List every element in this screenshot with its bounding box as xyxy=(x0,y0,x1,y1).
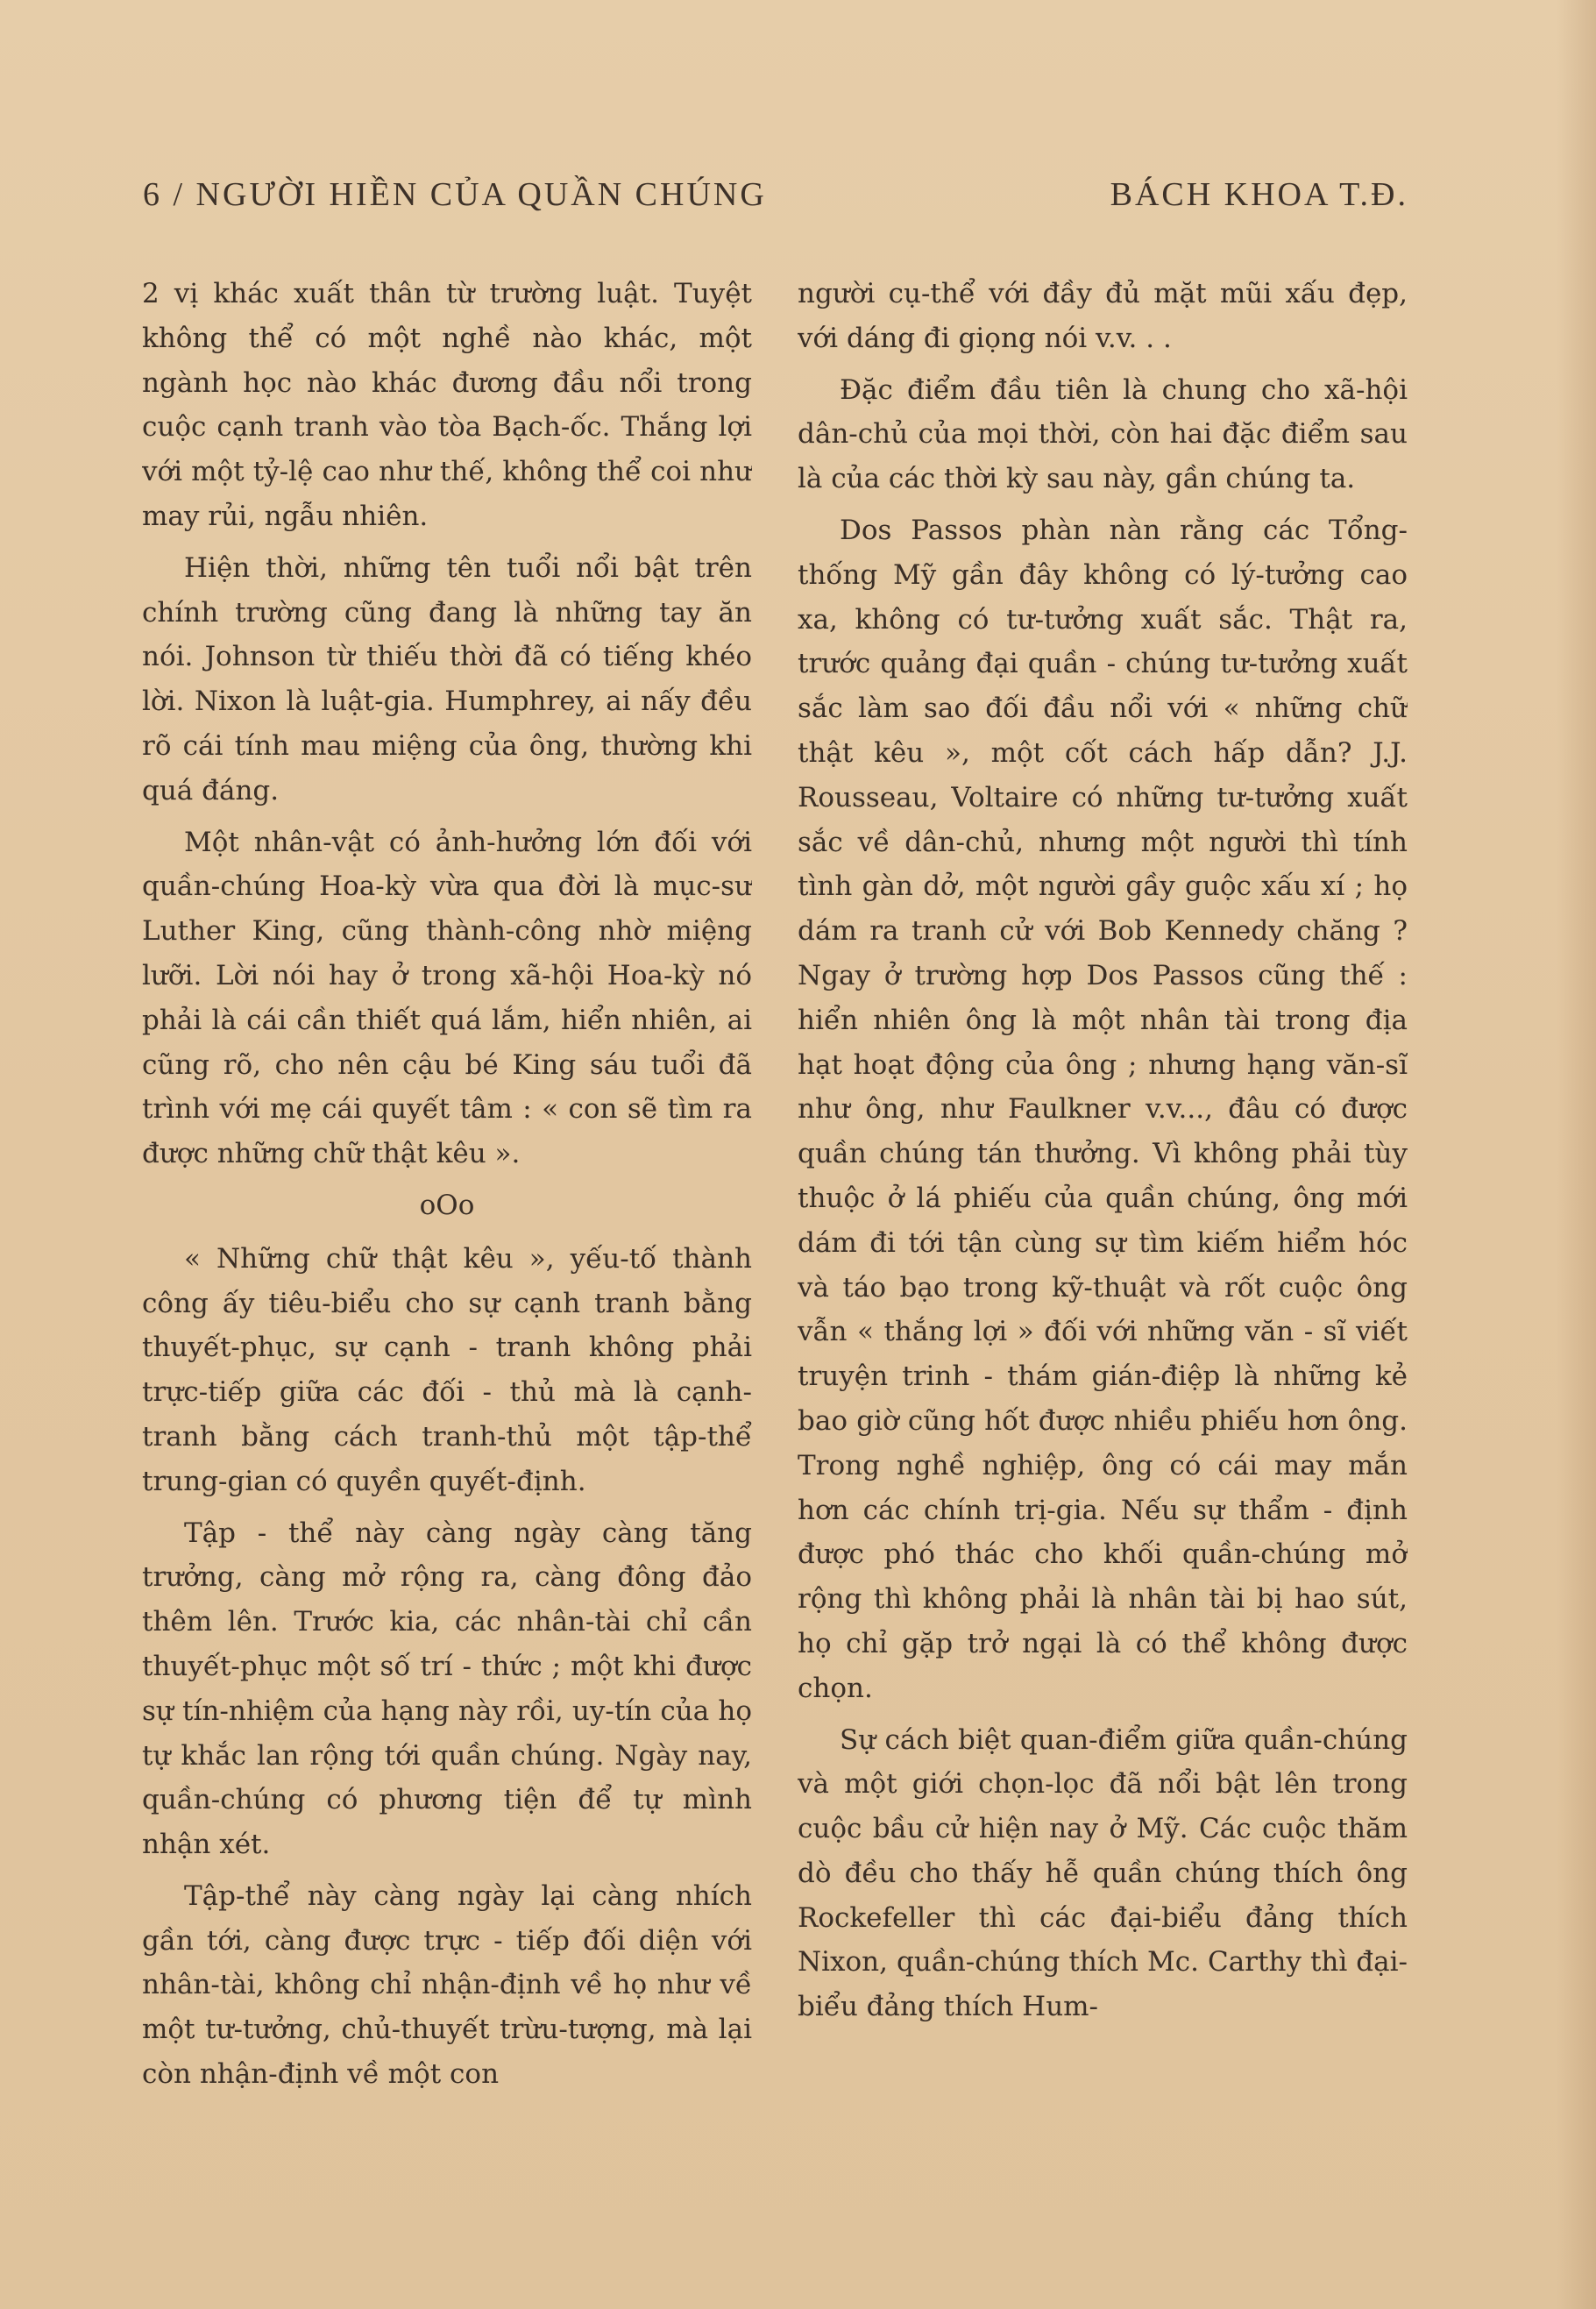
paragraph: Tập-thể này càng ngày lại càng nhích gần tới, càng được trực - tiếp đối diện với nhân-tài, không chỉ nhận-định về họ như về một tư-tưởng, chủ-thuyết trừu-tượng, mà lại còn nhận-định về một con xyxy=(142,1879,752,2091)
paragraph: Dos Passos phàn nàn rằng các Tổng-thống Mỹ gần đây không có lý-tưởng cao xa, không có tư-tưởng xuất sắc. Thật ra, trước quảng đại quần - chúng tư-tưởng xuất sắc làm sao đối đầu nổi với « những chữ thật kêu », một cốt cách hấp dẫn? J.J. Rousseau, Voltaire có những tư-tưởng xuất sắc về dân-chủ, nhưng một người thì tính tình gàn dở, một người gầy guộc xấu xí ; họ dám ra tranh cử với Bob Kennedy chăng ? Ngay ở trường hợp Dos Passos cũng thế : hiển nhiên ông là một nhân tài trong địa hạt hoạt động của ông ; nhưng hạng văn-sĩ như ông, như Faulkner v.v..., đâu có được quần chúng tán thưởng. Vì không phải tùy thuộc ở lá phiếu của quần chúng, ông mới dám đi tới tận cùng sự tìm kiếm hiểm hóc và táo bạo trong kỹ-thuật và rốt cuộc ông vẫn « thắng lợi » đối với những văn - sĩ viết truyện trinh - thám gián-điệp là những kẻ bao giờ cũng hốt được nhiều phiếu hơn ông. Trong nghề nghiệp, ông có cái may mắn hơn các chính trị-gia. Nếu sự thẩm - định được phó thác cho khối quần-chúng mở rộng thì không phải là nhân tài bị hao sút, họ chỉ gặp trở ngại là có thể không được chọn. xyxy=(798,514,1408,1704)
paragraph: Hiện thời, những tên tuổi nổi bật trên chính trường cũng đang là những tay ăn nói. Johnson từ thiếu thời đã có tiếng khéo lời. Nixon là luật-gia. Humphrey, ai nấy đều rõ cái tính mau miệng của ông, thường khi quá đáng. xyxy=(142,551,752,806)
running-header xyxy=(143,175,1408,228)
text-column-right xyxy=(798,272,1408,2200)
paragraph: người cụ-thể với đầy đủ mặt mũi xấu đẹp, với dáng đi giọng nói v.v. . . xyxy=(798,278,1408,354)
page-edge-shadow xyxy=(1557,0,1596,2309)
header-page-title: 6 / NGƯỜI HIỀN CỦA QUẦN CHÚNG xyxy=(143,176,767,213)
section-separator: oOo xyxy=(419,1189,475,1221)
paragraph: Đặc điểm đầu tiên là chung cho xã-hội dân-chủ của mọi thời, còn hai đặc điểm sau là của các thời kỳ sau này, gần chúng ta. xyxy=(798,373,1408,495)
paragraph: Sự cách biệt quan-điểm giữa quần-chúng và một giới chọn-lọc đã nổi bật lên trong cuộc bầu cử hiện nay ở Mỹ. Các cuộc thăm dò đều cho thấy hễ quần chúng thích ông Rockefeller thì các đại-biểu đảng thích Nixon, quần-chúng thích Mc. Carthy thì đại-biểu đảng thích Hum- xyxy=(798,1723,1408,2023)
paragraph: Một nhân-vật có ảnh-hưởng lớn đối với quần-chúng Hoa-kỳ vừa qua đời là mục-sư Luther King, cũng thành-công nhờ miệng lưỡi. Lời nói hay ở trong xã-hội Hoa-kỳ nó phải là cái cần thiết quá lắm, hiển nhiên, ai cũng rõ, cho nên cậu bé King sáu tuổi đã trình với mẹ cái quyết tâm : « con sẽ tìm ra được những chữ thật kêu ». xyxy=(142,826,752,1170)
header-publication: BÁCH KHOA T.Đ. xyxy=(1110,176,1408,213)
text-column-left xyxy=(142,272,752,2200)
paragraph: « Những chữ thật kêu », yếu-tố thành công ấy tiêu-biểu cho sự cạnh tranh bằng thuyết-phục, sự cạnh - tranh không phải trực-tiếp giữa các đối - thủ mà là cạnh-tranh bằng cách tranh-thủ một tập-thể trung-gian có quyền quyết-định. xyxy=(142,1242,752,1497)
paragraph: 2 vị khác xuất thân từ trường luật. Tuyệt không thể có một nghề nào khác, một ngành học nào khác đương đầu nổi trong cuộc cạnh tranh vào tòa Bạch-ốc. Thắng lợi với một tỷ-lệ cao như thế, không thể coi như may rủi, ngẫu nhiên. xyxy=(142,278,752,532)
paragraph: Tập - thể này càng ngày càng tăng trưởng, càng mở rộng ra, càng đông đảo thêm lên. Trước kia, các nhân-tài chỉ cần thuyết-phục một số trí - thức ; một khi được sự tín-nhiệm của hạng này rồi, uy-tín của họ tự khắc lan rộng tới quần chúng. Ngày nay, quần-chúng có phương tiện để tự mình nhận xét. xyxy=(142,1517,752,1861)
